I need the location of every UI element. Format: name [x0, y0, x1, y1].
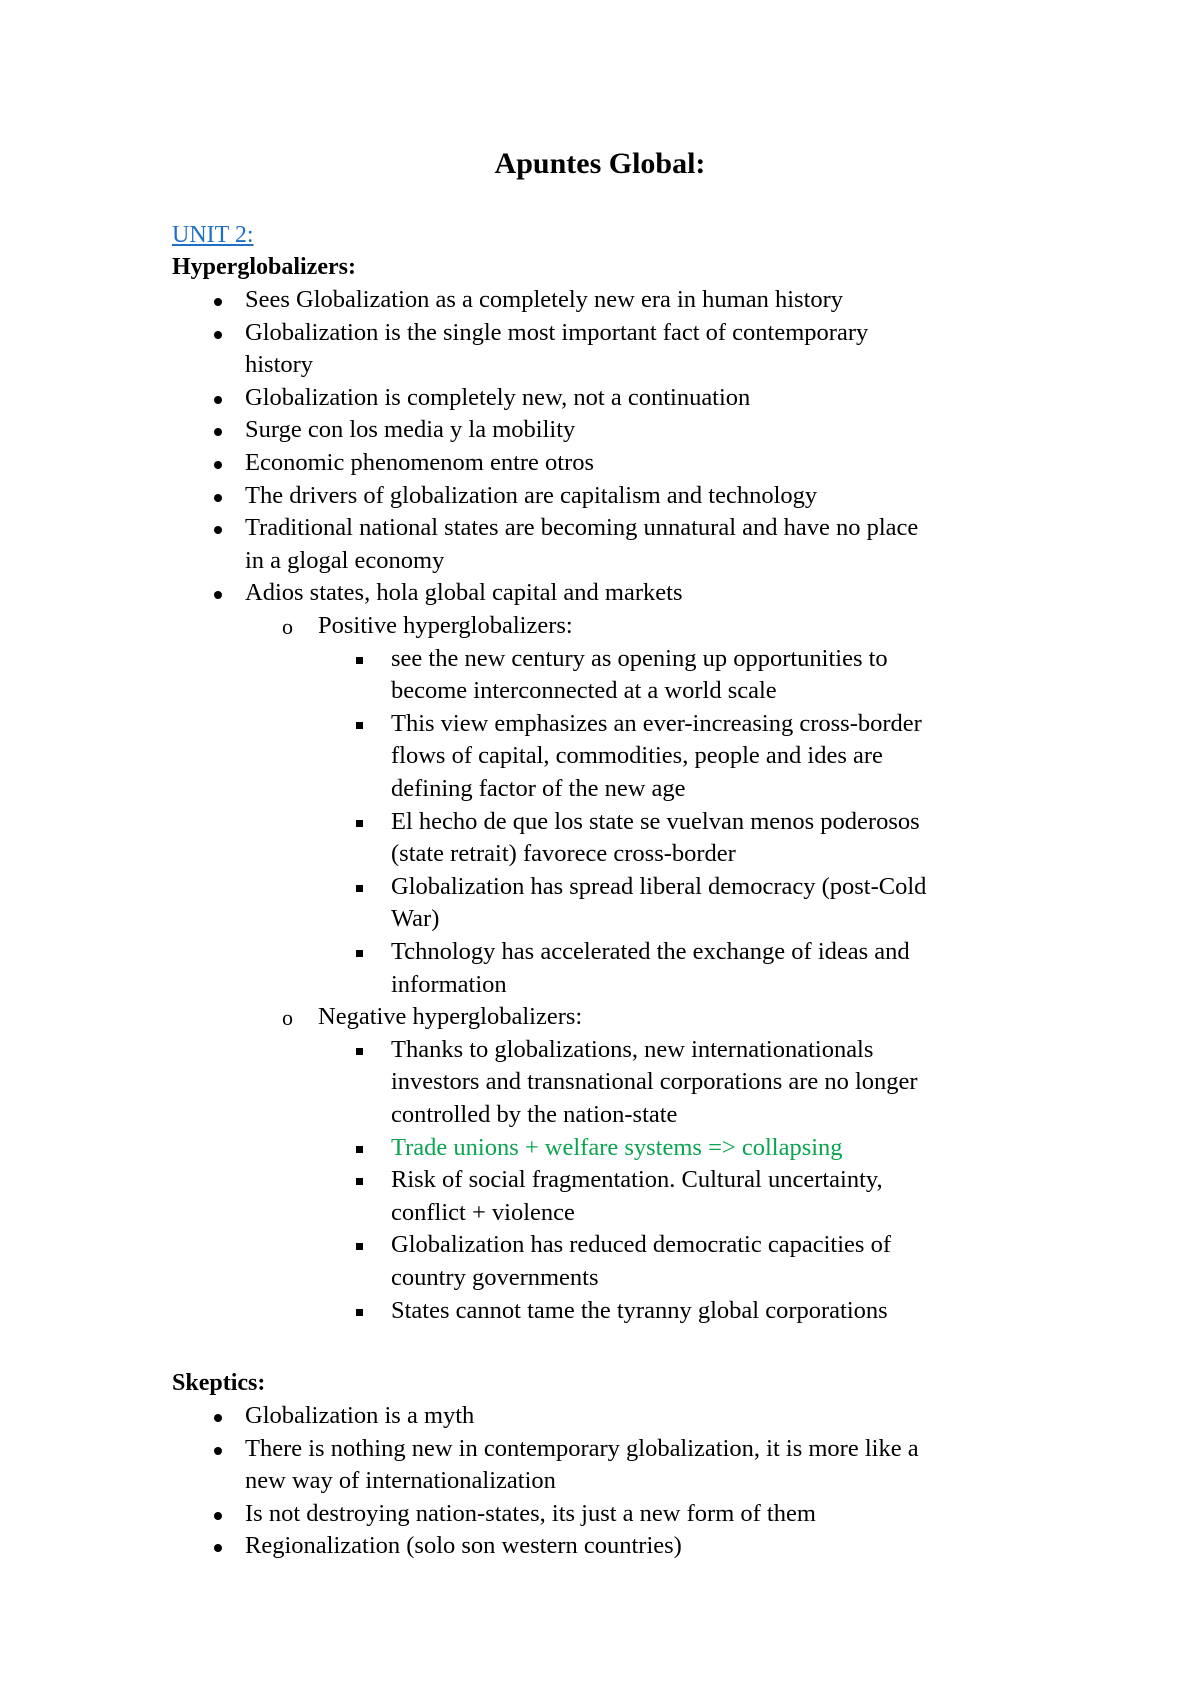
bullet-square-icon: [356, 1309, 363, 1316]
list-item-line: defining factor of the new age: [391, 775, 686, 802]
bullet-dot-icon: [214, 1447, 222, 1455]
list-item-line: see the new century as opening up opportunities to: [391, 644, 888, 672]
list-item-line: Globalization is completely new, not a continuation: [245, 383, 751, 411]
list-item-line: States cannot tame the tyranny global corporations: [391, 1296, 888, 1324]
page-title: Apuntes Global:: [494, 147, 706, 180]
list-item-line: Negative hyperglobalizers:: [318, 1003, 583, 1031]
bullet-circle-icon: o: [282, 1005, 293, 1031]
list-item-line: Regionalization (solo son western countries): [245, 1532, 682, 1560]
list-item-line: controlled by the nation-state: [391, 1101, 678, 1128]
section-heading-hyperglobalizers: Hyperglobalizers:: [172, 254, 356, 280]
bullet-dot-icon: [214, 526, 222, 534]
list-item-line: Adios states, hola global capital and markets: [245, 579, 683, 607]
list-item-line: flows of capital, commodities, people and ides are: [391, 742, 883, 770]
list-item-line: War): [391, 905, 440, 933]
list-item-line: Surge con los media y la mobility: [245, 416, 576, 444]
bullet-dot-icon: [214, 1544, 222, 1552]
unit-label[interactable]: UNIT 2:: [172, 222, 254, 248]
list-item-line: The drivers of globalization are capitalism and technology: [245, 481, 818, 509]
bullet-dot-icon: [214, 591, 222, 599]
bullet-square-icon: [356, 1178, 363, 1185]
bullet-dot-icon: [214, 1512, 222, 1520]
list-item-line: investors and transnational corporations are no longer: [391, 1068, 918, 1096]
bullet-dot-icon: [214, 331, 222, 339]
bullet-square-icon: [356, 1243, 363, 1250]
bullet-square-icon: [356, 820, 363, 827]
bullet-dot-icon: [214, 298, 222, 306]
list-item-line: new way of internationalization: [245, 1467, 556, 1495]
list-item-line: Positive hyperglobalizers:: [318, 612, 573, 639]
bullet-square-icon: [356, 657, 363, 664]
list-item-line: There is nothing new in contemporary globalization, it is more like a: [245, 1434, 919, 1462]
list-item-line: information: [391, 970, 507, 998]
list-item-line: Thanks to globalizations, new internationationals: [391, 1035, 874, 1063]
list-item-line: conflict + violence: [391, 1198, 575, 1226]
list-item-line: Trade unions + welfare systems => collapsing: [391, 1133, 843, 1161]
list-item-line: country governments: [391, 1264, 599, 1291]
list-item-line: Economic phenomenom entre otros: [245, 449, 595, 476]
bullet-square-icon: [356, 1146, 363, 1153]
bullet-dot-icon: [214, 396, 222, 404]
list-item-line: in a glogal economy: [245, 546, 445, 574]
bullet-dot-icon: [214, 428, 222, 436]
list-item-line: Globalization has reduced democratic capacities of: [391, 1231, 891, 1259]
list-item-line: Is not destroying nation-states, its just a new form of them: [245, 1499, 816, 1527]
list-item-line: Sees Globalization as a completely new era in human history: [245, 286, 844, 313]
bullet-dot-icon: [214, 494, 222, 502]
bullet-square-icon: [356, 950, 363, 957]
section-heading-skeptics: Skeptics:: [172, 1370, 266, 1396]
list-item-line: history: [245, 351, 314, 379]
list-item-line: Globalization is a myth: [245, 1402, 475, 1429]
list-item-line: Globalization is the single most important fact of contemporary: [245, 318, 869, 346]
list-item-line: This view emphasizes an ever-increasing cross-border: [391, 709, 922, 737]
list-item-line: Risk of social fragmentation. Cultural uncertainty,: [391, 1166, 883, 1194]
bullet-square-icon: [356, 722, 363, 729]
list-item-line: (state retrait) favorece cross-border: [391, 840, 736, 868]
bullet-dot-icon: [214, 461, 222, 469]
bullet-square-icon: [356, 1048, 363, 1055]
bullet-circle-icon: o: [282, 614, 293, 639]
list-item-line: Tchnology has accelerated the exchange of ideas and: [391, 938, 910, 965]
bullet-dot-icon: [214, 1414, 222, 1422]
list-item-line: become interconnected at a world scale: [391, 677, 777, 705]
bullet-square-icon: [356, 885, 363, 892]
list-item-line: El hecho de que los state se vuelvan menos poderosos: [391, 807, 920, 835]
list-item-line: Traditional national states are becoming unnatural and have no place: [245, 514, 919, 542]
list-item-line: Globalization has spread liberal democracy (post-Cold: [391, 872, 927, 900]
